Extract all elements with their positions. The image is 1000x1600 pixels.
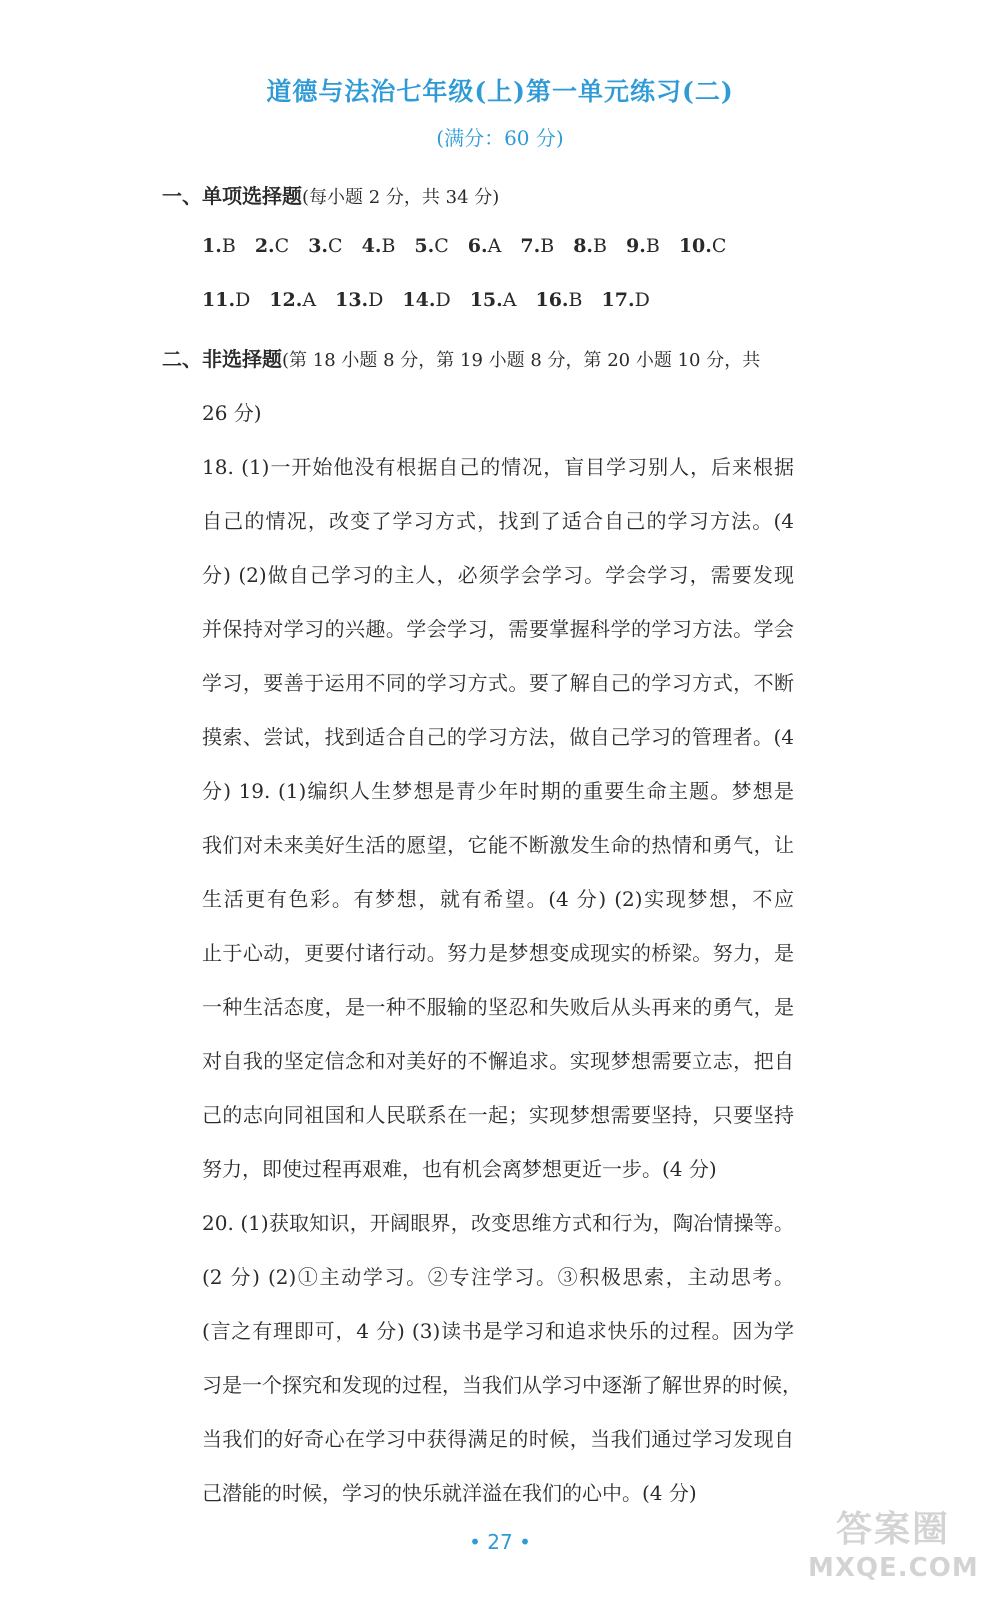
section2-note-cont: 26 分) (202, 401, 262, 425)
answer-letter: D (634, 289, 650, 311)
mc-answer (468, 235, 502, 257)
answer-letter: B (568, 289, 583, 311)
answer-line: 我们对未来美好生活的愿望，它能不断激发生命的热情和勇气，让 (202, 833, 794, 857)
answer-line: 一种生活态度，是一种不服输的坚忍和失败后从头再来的勇气，是 (202, 995, 794, 1019)
page-title: 道德与法治七年级(上)第一单元练习(二) (266, 77, 734, 106)
answer-letter: C (434, 235, 449, 257)
answer-letter: A (302, 289, 317, 311)
answer-line: 分) 19. (1)编织人生梦想是青少年时期的重要生命主题。梦想是 (202, 779, 794, 803)
question-number: 12. (269, 289, 303, 311)
question-number: 10. (678, 235, 712, 257)
answer-line: 学习，要善于运用不同的学习方式。要了解自己的学习方式，不断 (202, 671, 794, 695)
mc-answer (602, 289, 650, 311)
question-number: 3. (308, 235, 329, 257)
question-number: 7. (520, 235, 541, 257)
answer-letter: B (221, 235, 236, 257)
section2-title: 二、非选择题 (162, 347, 282, 371)
score-note: (满分：60 分) (436, 126, 564, 150)
answer-line: 己的志向同祖国和人民联系在一起；实现梦想需要坚持，只要坚持 (202, 1103, 794, 1127)
answers-row-2 (202, 289, 669, 311)
section1-note: (每小题 2 分，共 34 分) (302, 187, 500, 208)
answer-line: 20. (1)获取知识，开阔眼界，改变思维方式和行为，陶冶情操等。 (202, 1211, 794, 1235)
question-number: 8. (573, 235, 594, 257)
question-number: 17. (601, 289, 635, 311)
answer-letter: B (540, 235, 555, 257)
question-number: 5. (414, 235, 435, 257)
question-number: 6. (467, 235, 488, 257)
answer-letter: A (487, 235, 502, 257)
answer-line: 止于心动，更要付诸行动。努力是梦想变成现实的桥梁。努力，是 (202, 941, 794, 965)
answer-letter: C (711, 235, 727, 257)
section1-title: 一、单项选择题 (162, 184, 302, 208)
section2-heading (162, 343, 760, 372)
mc-answer (202, 235, 236, 257)
mc-answer (308, 235, 342, 257)
question-number: 16. (535, 289, 569, 311)
question-number: 1. (202, 235, 222, 257)
question-number: 11. (202, 289, 236, 311)
answer-line: 分) (2)做自己学习的主人，必须学会学习。学会学习，需要发现 (202, 563, 794, 587)
mc-answer (255, 235, 289, 257)
page-number: • 27 • (469, 1530, 531, 1554)
answers-row-1 (202, 235, 745, 257)
mc-answer (414, 235, 448, 257)
mc-answer (626, 235, 660, 257)
mc-answer (573, 235, 607, 257)
section1-heading (162, 180, 499, 209)
answer-letter: B (645, 235, 660, 257)
answer-letter: D (235, 289, 251, 311)
mc-answer (470, 289, 517, 311)
question-number: 4. (361, 235, 382, 257)
answer-letter: C (274, 235, 290, 257)
watermark-logo (808, 1508, 978, 1594)
mc-answer (269, 289, 316, 311)
mc-answer (362, 235, 396, 257)
mc-answer (679, 235, 727, 257)
question-number: 13. (335, 289, 369, 311)
mc-answer (335, 289, 383, 311)
answer-letter: A (502, 289, 517, 311)
answer-letter: D (435, 289, 451, 311)
answer-line: 18. (1)一开始他没有根据自己的情况，盲目学习别人，后来根据 (202, 455, 794, 479)
mc-answer (202, 289, 250, 311)
answer-line: 并保持对学习的兴趣。学会学习，需要掌握科学的学习方法。学会 (202, 617, 794, 641)
mc-answer (535, 289, 582, 311)
mc-answer (520, 235, 554, 257)
answer-line: 生活更有色彩。有梦想，就有希望。(4 分) (2)实现梦想，不应 (202, 887, 794, 911)
question-number: 2. (254, 235, 275, 257)
answer-line: 努力，即使过程再艰难，也有机会离梦想更近一步。(4 分) (202, 1157, 717, 1181)
question-number: 14. (402, 289, 436, 311)
answer-line: 当我们的好奇心在学习中获得满足的时候，当我们通过学习发现自 (202, 1427, 794, 1451)
watermark-bottom: MXQE.COM (808, 1553, 979, 1583)
answer-line: (言之有理即可，4 分) (3)读书是学习和追求快乐的过程。因为学 (202, 1319, 794, 1343)
answer-line: (2 分) (2)①主动学习。②专注学习。③积极思索，主动思考。 (202, 1265, 794, 1289)
answer-line: 习是一个探究和发现的过程，当我们从学习中逐渐了解世界的时候， (202, 1373, 802, 1397)
answer-line: 摸索、尝试，找到适合自己的学习方法，做自己学习的管理者。(4 (202, 725, 794, 749)
section2-note: (第 18 小题 8 分，第 19 小题 8 分，第 20 小题 10 分，共 (282, 350, 761, 371)
answer-letter: B (593, 235, 607, 257)
answer-letter: B (381, 235, 396, 257)
watermark-top: 答案圈 (835, 1509, 950, 1550)
question-number: 9. (626, 235, 646, 257)
answer-line: 自己的情况，改变了学习方式，找到了适合自己的学习方法。(4 (202, 509, 794, 533)
answer-letter: C (328, 235, 343, 257)
answer-letter: D (368, 289, 384, 311)
question-number: 15. (469, 289, 503, 311)
answer-line: 对自我的坚定信念和对美好的不懈追求。实现梦想需要立志，把自 (202, 1049, 794, 1073)
answer-line: 己潜能的时候，学习的快乐就洋溢在我们的心中。(4 分) (202, 1481, 697, 1505)
mc-answer (402, 289, 450, 311)
